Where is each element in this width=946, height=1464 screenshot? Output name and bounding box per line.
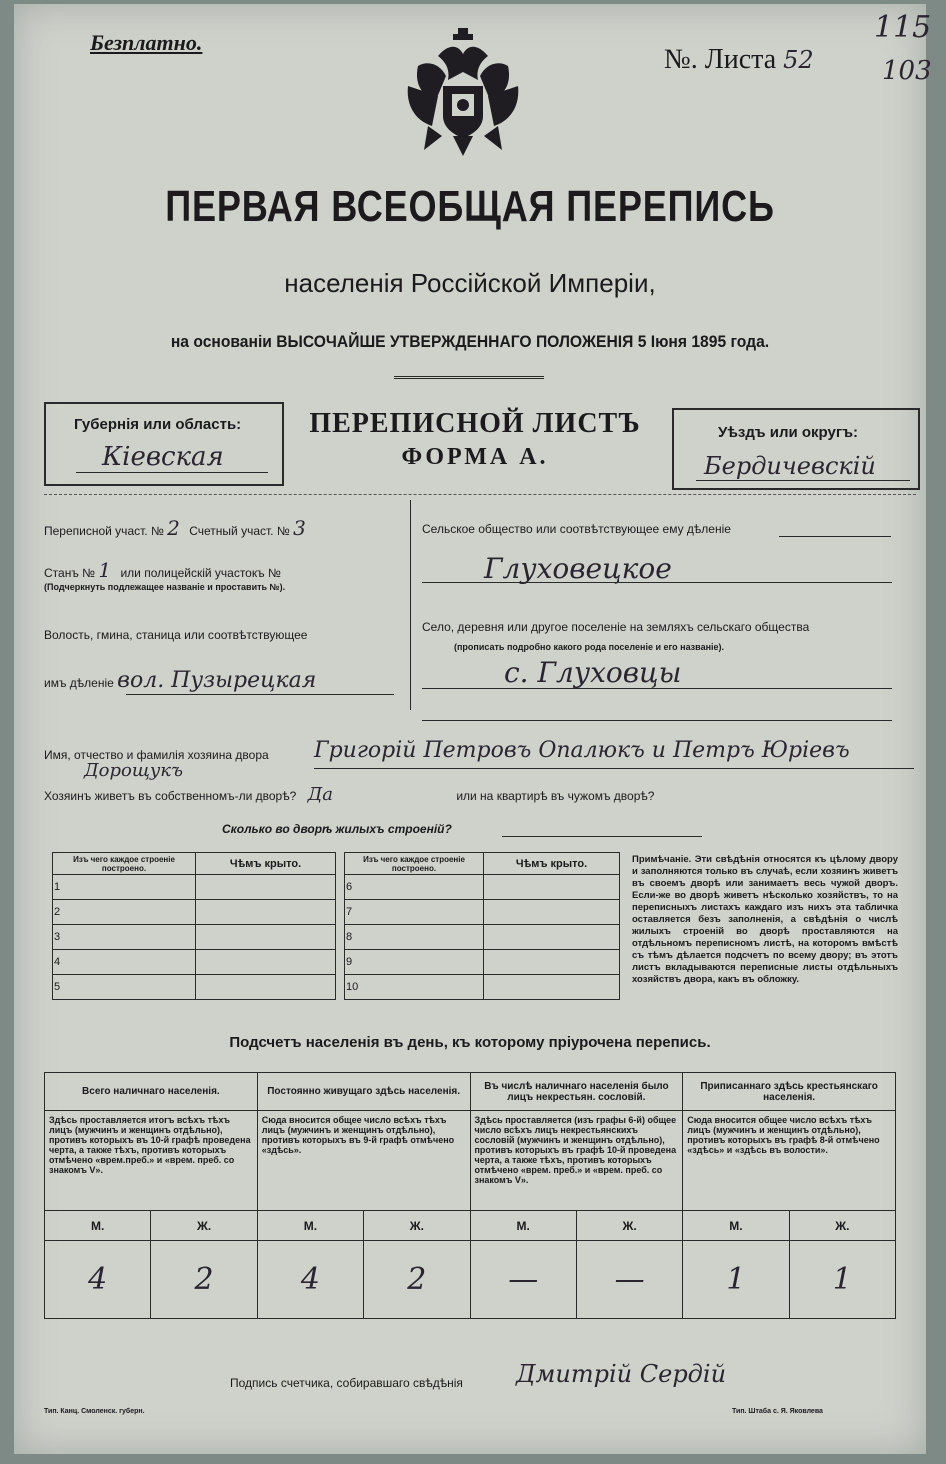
dwellings-label: Сколько во дворѣ жилыхъ строеній? (222, 822, 452, 836)
archive-number-side: 103 (882, 56, 932, 86)
owner-label: Имя, отчество и фамилія хозяина двора (44, 748, 269, 762)
dwellings-note: Примѣчаніе. Эти свѣдѣнія относятся къ цѣлому двору и заполняются только въ случаѣ, если хозяинъ живетъ въ своемъ дворѣ или занимаетъ весь чужой дворъ. Если-же во дворѣ живетъ нѣсколько хозяйствъ, то на переписныхъ листахъ каждаго изъ нихъ эта табличка оставляется безъ заполненія, а свѣдѣнія о числѣ жилыхъ строеній во дворѣ проставляются на отдѣльномъ переписномъ листѣ, на которомъ вмѣстѣ съ тѣмъ дѣлается подсчетъ по всему двору; въ этотъ листъ вкладываются переписные листы отдѣльныхъ хозяйствъ двора, какъ въ обложку. (632, 854, 898, 985)
ornament-divider (394, 376, 544, 379)
underline-note: (Подчеркнуть подлежащее названіе и проставить №). (44, 582, 286, 592)
residence-row: Хозяинъ живетъ въ собственномъ-ли дворѣ? Да или на квартирѣ въ чужомъ дворѣ? (44, 784, 655, 805)
population-title: Подсчетъ населенія въ день, къ которому пріурочена перепись. (229, 1034, 711, 1051)
signature-label: Подпись счетчика, собиравшаго свѣдѣнія (230, 1376, 463, 1390)
province-value: Кіевская (102, 442, 224, 472)
census-basis: на основаніи ВЫСОЧАЙШЕ УТВЕРЖДЕННАГО ПОЛОЖЕНІЯ 5 Іюня 1895 года. (170, 332, 770, 351)
district-box (672, 408, 920, 490)
form-title-block (280, 408, 670, 471)
sheet-number-label (664, 44, 814, 76)
owner-value: Григорій Петровъ Опалюкъ и Петръ Юріевъ (314, 738, 850, 763)
population-table: Всего наличнаго населенія. Постоянно живущаго здѣсь населенія. Въ числѣ наличнаго населенія было лицъ некрестьян. сословій. Приписаннаго здѣсь крестьянскаго населенія. Здѣсь проставляется итогъ всѣхъ тѣхъ лицъ (мужчинъ и женщинъ отдѣльно), противъ которыхъ въ 10-й графѣ проведена черта, а также тѣхъ, противъ которыхъ отмѣчено «врем.преб.» и «врем. преб. со знакомъ V». Сюда вносится общее число всѣхъ тѣхъ лицъ (мужчинъ и женщинъ отдѣльно), противъ которыхъ въ 9-й графѣ отмѣчено «здѣсь». Здѣсь проставляется (изъ графы 6-й) общее число всѣхъ лицъ некрестьянскихъ сословій (мужчинъ и женщинъ отдѣльно), противъ которыхъ въ графѣ 10-й проведена черта, а также тѣхъ, противъ которыхъ отмѣчено «врем. преб.» и «врем. преб. со знакомъ V». Сюда вносится общее число всѣхъ тѣхъ лицъ (мужчинъ и женщинъ отдѣльно), противъ которыхъ въ графѣ 8-й отмѣчено «здѣсь» и «здѣсь въ волости». М. Ж. М. Ж. М. Ж. М. Ж. 4 2 4 2 — — 1 1 (44, 1072, 896, 1319)
owner-surname-continuation: Дорощукъ (84, 760, 184, 781)
census-main-title: ПЕРВАЯ ВСЕОБЩАЯ ПЕРЕПИСЬ (165, 182, 775, 231)
sheet-number-value: 52 (783, 46, 814, 74)
stan-value: 1 (98, 558, 112, 582)
district-label: Уѣздъ или округъ: (718, 424, 859, 441)
form-title: ПЕРЕПИСНОЙ ЛИСТЪ (309, 408, 641, 439)
printer-imprint-right: Тип. Штаба с. Я. Яковлева (732, 1408, 823, 1415)
volost-value: вол. Пузырецкая (117, 668, 317, 693)
free-label: Безплатно. (90, 30, 203, 55)
archive-number-top: 115 (874, 10, 932, 45)
district-value: Бердичевскій (704, 452, 876, 480)
double-headed-eagle-emblem (398, 26, 528, 166)
signature-value: Дмитрій Сердій (516, 1360, 727, 1388)
form-letter: ФОРМА А. (401, 444, 549, 470)
resident-female: 2 (364, 1241, 470, 1319)
village-label: Село, деревня или другое поселеніе на земляхъ сельскаго общества (422, 620, 810, 634)
village-value: с. Глуховцы (504, 656, 682, 689)
dwellings-table-right: Изъ чего каждое строеніе построено. Чѣмъ крыто. 6 7 8 9 10 (344, 852, 620, 1000)
volost-label: Волость, гмина, станица или соотвѣтствующее (44, 628, 308, 642)
province-box (44, 402, 284, 486)
dwellings-table-left: Изъ чего каждое строеніе построено. Чѣмъ крыто. 1 2 3 4 5 (52, 852, 336, 1000)
assigned-male: 1 (683, 1241, 789, 1319)
resident-male: 4 (257, 1241, 363, 1319)
assigned-female: 1 (789, 1241, 895, 1319)
census-district-value: 2 (167, 516, 180, 540)
census-subtitle: населенія Россійской Имперіи, (284, 268, 656, 298)
residence-own-value: Да (307, 784, 333, 805)
census-sheet (14, 4, 932, 1454)
present-female: 2 (151, 1241, 257, 1319)
nonpeasant-male: — (470, 1241, 576, 1319)
stan-row: Станъ № 1 или полицейскій участокъ № (44, 558, 281, 582)
printer-imprint-left: Тип. Канц. Смоленск. губерн. (44, 1408, 145, 1415)
census-district-row: Переписной участ. № 2 Счетный участ. № 3 (44, 516, 306, 540)
society-value: Глуховецкое (484, 552, 672, 585)
province-label: Губернія или область: (74, 416, 242, 433)
count-district-value: 3 (293, 516, 306, 540)
present-male: 4 (45, 1241, 151, 1319)
nonpeasant-female: — (576, 1241, 682, 1319)
society-label: Сельское общество или соотвѣтствующее ему дѣленіе (422, 522, 731, 536)
sheet-number-prefix: №. Листа (664, 44, 777, 75)
volost-division-row: имъ дѣленіе вол. Пузырецкая (44, 668, 317, 693)
village-note: (прописать подробно какого рода поселеніе и его названіе). (454, 642, 725, 652)
